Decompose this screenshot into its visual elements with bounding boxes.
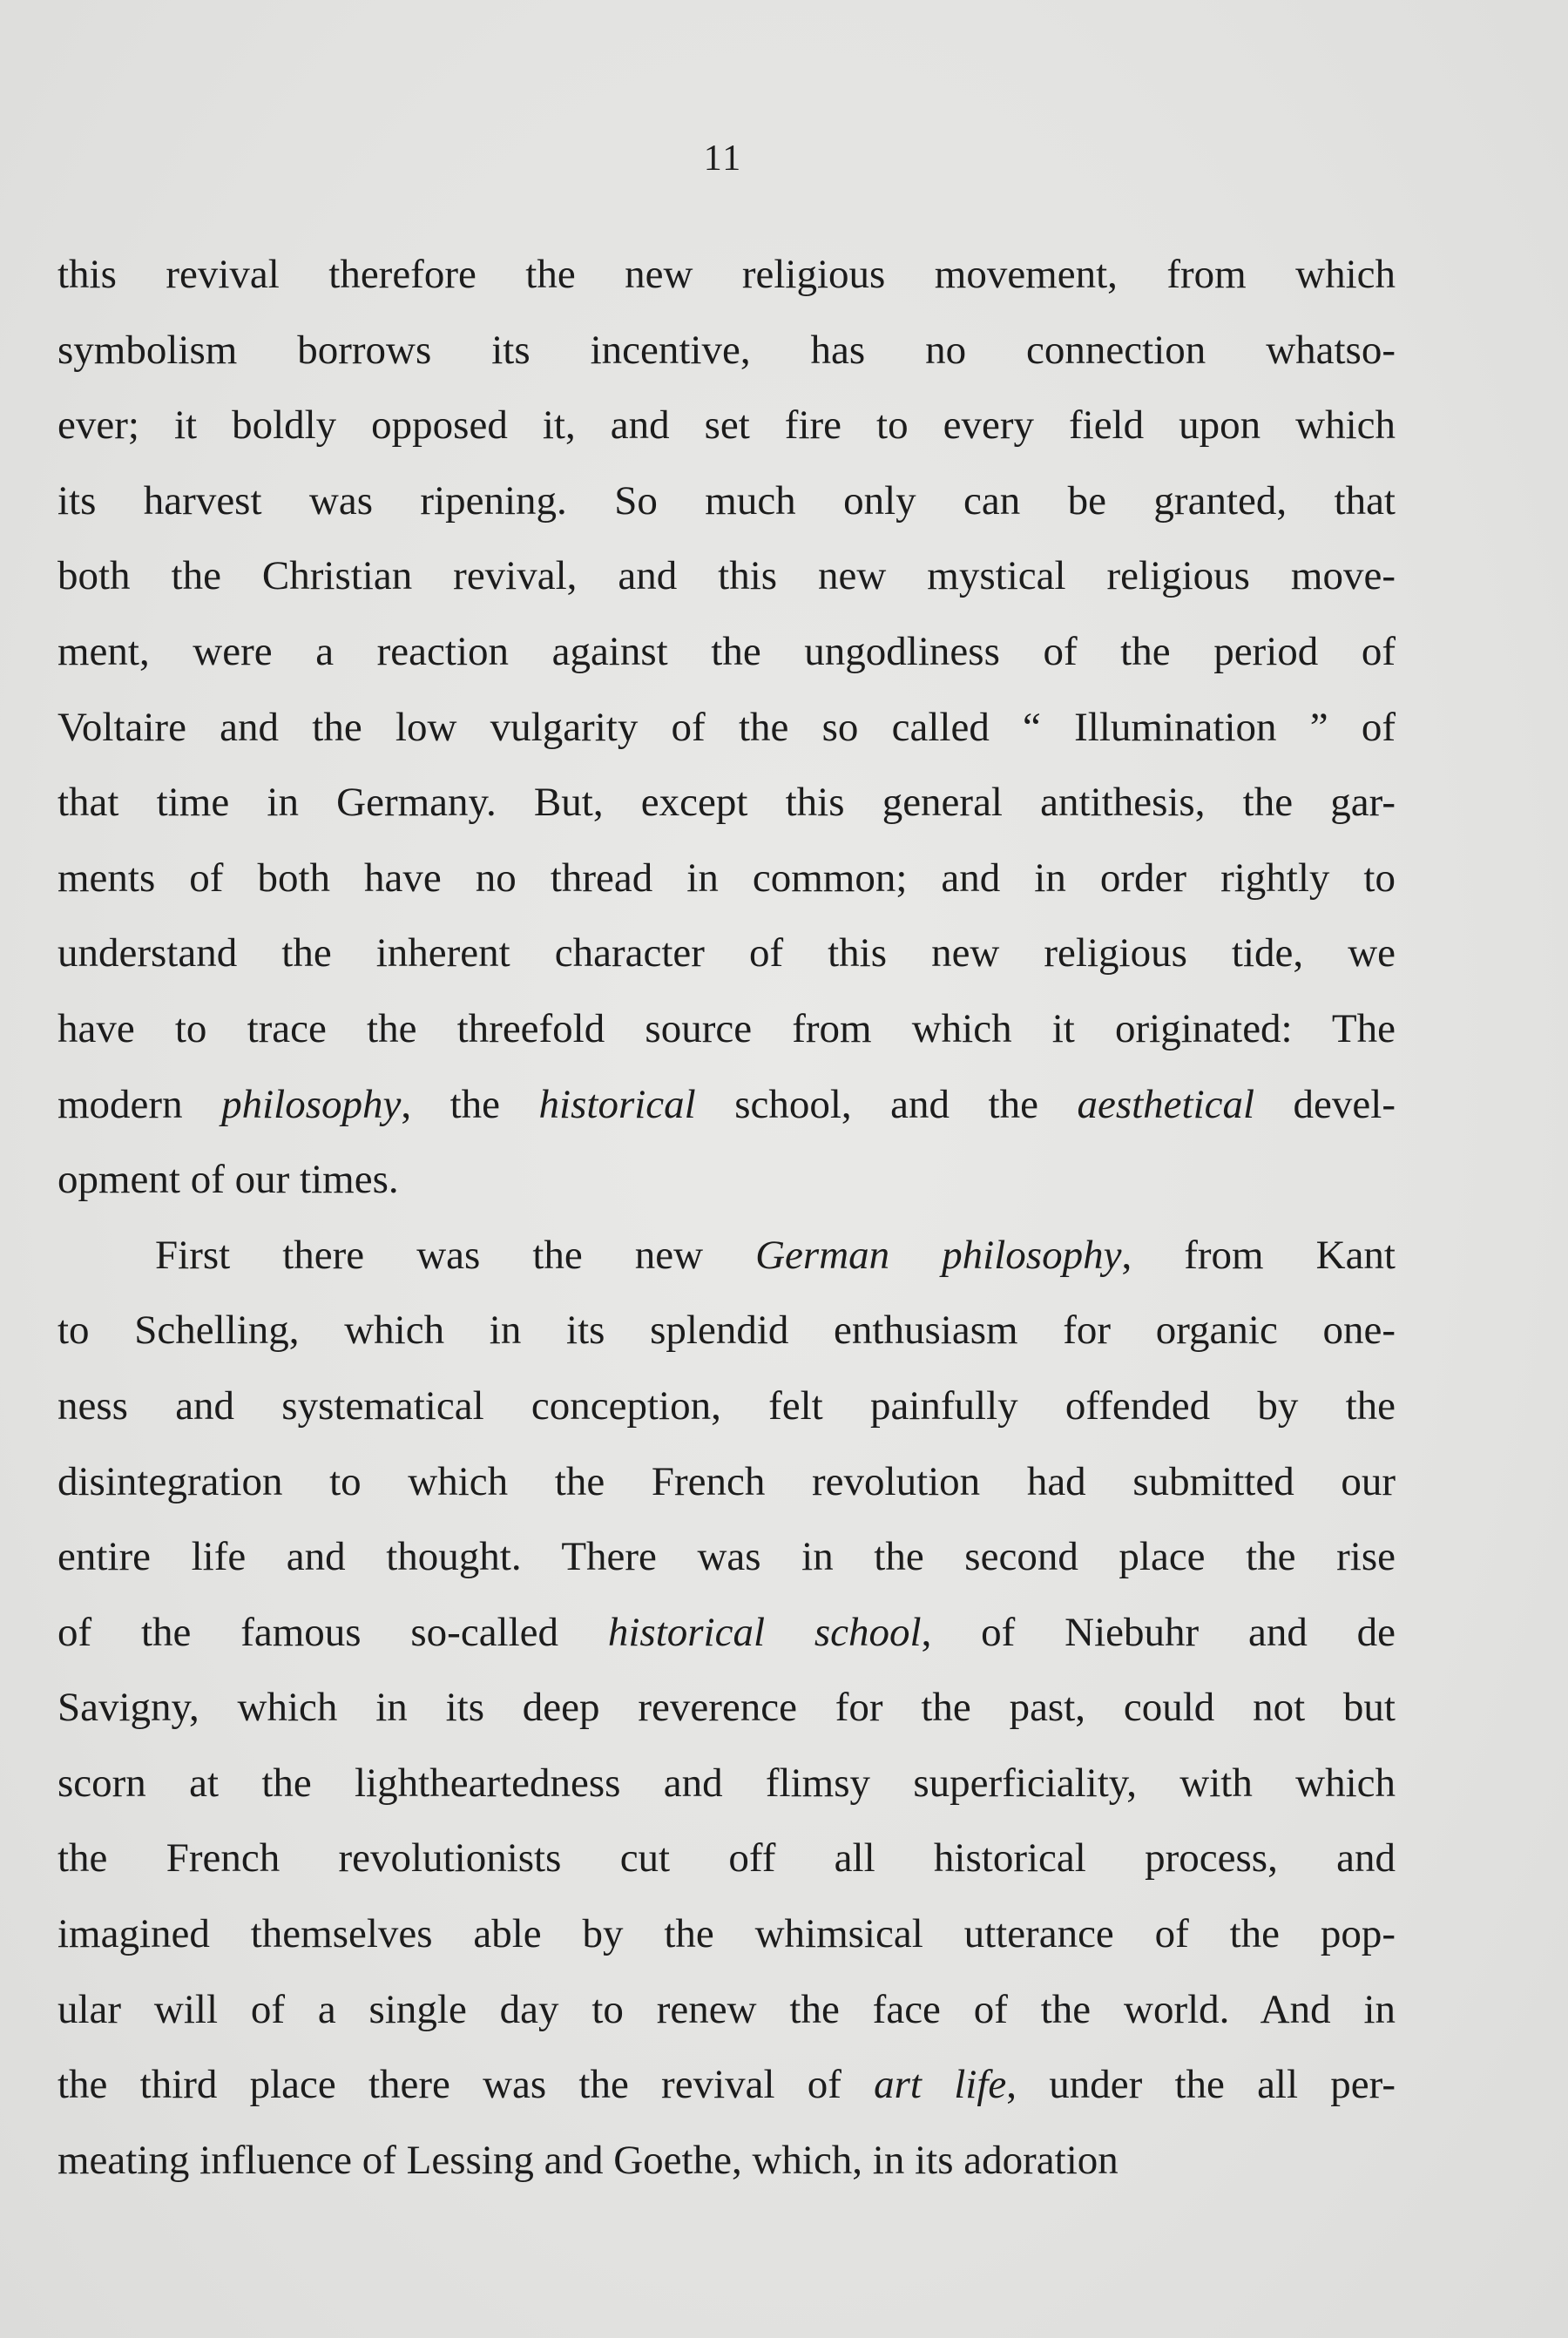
text-line: ment, were a reaction against the ungodliness of the period of bbox=[57, 628, 1396, 674]
italic-phrase: philosophy bbox=[221, 1081, 402, 1127]
text-line: of the famous so-called historical school, of Niebuhr and de bbox=[57, 1609, 1396, 1655]
text-line: disintegration to which the French revolution had submitted our bbox=[57, 1458, 1396, 1504]
text-line: the French revolutionists cut off all historical process, and bbox=[57, 1835, 1396, 1882]
italic-phrase: art life bbox=[874, 2062, 1007, 2108]
text-line: its harvest was ripening. So much only can be granted, that bbox=[57, 477, 1396, 524]
text-line: that time in Germany. But, except this general antithesis, the gar- bbox=[57, 780, 1396, 826]
italic-phrase: German philosophy bbox=[755, 1232, 1122, 1278]
text-line: ness and systematical conception, felt painfully offended by the bbox=[57, 1382, 1396, 1429]
italic-phrase: historical school bbox=[607, 1609, 922, 1655]
text-line: the third place there was the revival of art life, under the all per- bbox=[57, 2062, 1396, 2108]
italic-phrase: historical bbox=[538, 1081, 696, 1127]
text-line: this revival therefore the new religious movement, from which bbox=[57, 252, 1396, 297]
text-line: to Schelling, which in its splendid enthusiasm for organic one- bbox=[57, 1308, 1396, 1354]
text-line: have to trace the threefold source from which it originated: The bbox=[57, 1005, 1396, 1051]
text-line: ever; it boldly opposed it, and set fire to every field upon which bbox=[57, 402, 1396, 449]
text-line: symbolism borrows its incentive, has no connection whatso- bbox=[57, 327, 1396, 373]
text-line: scorn at the lightheartedness and flimsy superficiality, with which bbox=[57, 1760, 1396, 1806]
body-text bbox=[57, 237, 1396, 2198]
paragraph bbox=[57, 1218, 1396, 2199]
text-line: modern philosophy, the historical school, and the aesthetical devel- bbox=[57, 1081, 1396, 1127]
paragraph bbox=[57, 237, 1396, 1218]
text-line: ments of both have no thread in common; and in order rightly to bbox=[57, 855, 1396, 901]
text-line: Voltaire and the low vulgarity of the so called “ Illumination ” of bbox=[57, 704, 1396, 750]
text-line: ular will of a single day to renew the face of the world. And in bbox=[57, 1986, 1396, 2032]
page-number: 11 bbox=[703, 139, 743, 179]
italic-phrase: aesthetical bbox=[1077, 1081, 1255, 1127]
text-line: First there was the new German philosophy, from Kant bbox=[155, 1232, 1396, 1278]
text-line: imagined themselves able by the whimsical utterance of the pop- bbox=[57, 1911, 1396, 1957]
text-line: meating influence of Lessing and Goethe, which, in its adoration bbox=[57, 2137, 1119, 2183]
text-line: understand the inherent character of this new religious tide, we bbox=[57, 930, 1396, 976]
text-line: opment of our times. bbox=[57, 1157, 399, 1203]
text-line: both the Christian revival, and this new mystical religious move- bbox=[57, 553, 1396, 599]
text-line: entire life and thought. There was in the second place the rise bbox=[57, 1534, 1396, 1580]
text-line: Savigny, which in its deep reverence for the past, could not but bbox=[57, 1685, 1396, 1731]
